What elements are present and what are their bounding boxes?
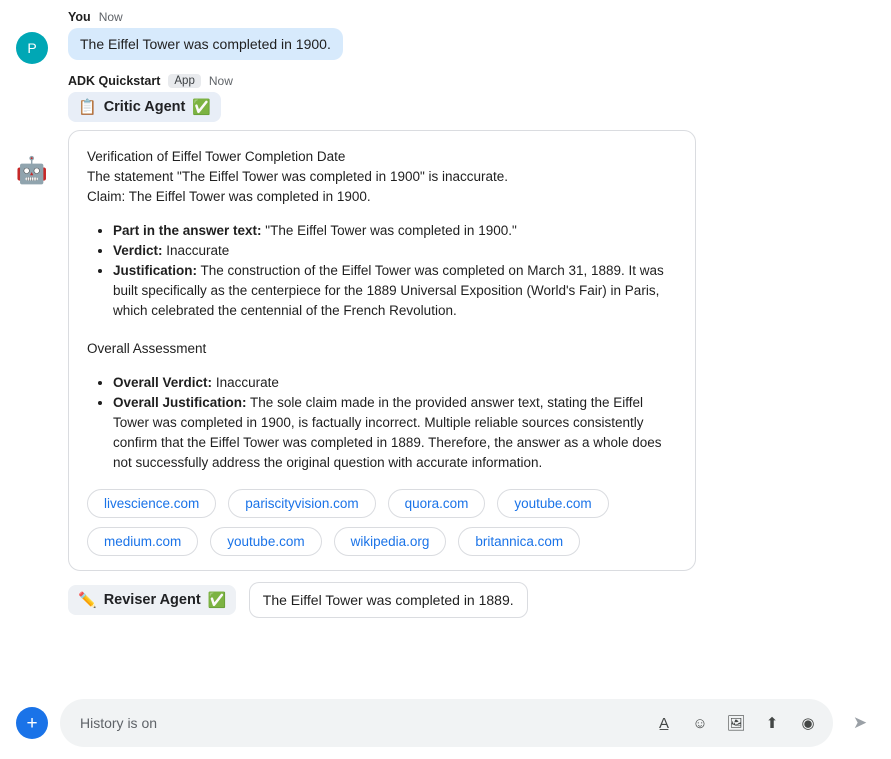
- source-chip[interactable]: livescience.com: [87, 489, 216, 518]
- card-line-1: The statement "The Eiffel Tower was completed in 1900" is inaccurate.: [87, 169, 509, 184]
- user-name: You: [68, 10, 91, 24]
- bullet-label: Verdict:: [113, 243, 163, 258]
- user-timestamp: Now: [98, 10, 123, 24]
- bullet-label: Part in the answer text:: [113, 223, 262, 238]
- bullet-text: The construction of the Eiffel Tower was completed on March 31, 1889. It was built specifically as the centerpiece for the 1889 Universal Exposition (World's Fair) in Paris, which celebrated the centennial of the French Revolution.: [113, 263, 664, 318]
- send-button[interactable]: ➤: [852, 713, 868, 732]
- message-input-wrapper[interactable]: [60, 699, 833, 747]
- card-heading: Verification of Eiffel Tower Completion Date: [87, 149, 346, 164]
- sticker-icon[interactable]: 🖼: [726, 714, 746, 732]
- format-text-icon[interactable]: A̲: [658, 714, 669, 732]
- app-badge: App: [168, 74, 200, 88]
- list-item: [113, 221, 677, 241]
- critic-agent-header[interactable]: [68, 92, 221, 122]
- source-chip[interactable]: youtube.com: [497, 489, 608, 518]
- overall-assessment-title: Overall Assessment: [87, 341, 207, 356]
- list-item: [113, 241, 677, 261]
- list-item: [113, 373, 677, 393]
- add-attachment-button[interactable]: +: [16, 707, 48, 739]
- user-meta: [60, 10, 891, 24]
- app-meta: [60, 74, 891, 88]
- list-item: [113, 261, 677, 321]
- source-chip[interactable]: britannica.com: [458, 527, 580, 556]
- list-item: [113, 393, 677, 473]
- source-chip[interactable]: wikipedia.org: [334, 527, 447, 556]
- clipboard-icon: 📋: [78, 99, 97, 116]
- bullet-text: Inaccurate: [162, 243, 230, 258]
- source-chip[interactable]: pariscityvision.com: [228, 489, 375, 518]
- upload-icon[interactable]: ⬆: [765, 714, 779, 732]
- record-icon[interactable]: ◉: [801, 714, 815, 732]
- bullet-text: The sole claim made in the provided answer text, stating the Eiffel Tower was completed in 1900, is factually incorrect. Multiple reliable sources consistently confirm that the Eiffel Tower was completed in 1889. Therefore, the answer as a whole does not successfully address the original question with accurate information.: [113, 395, 662, 470]
- reviser-agent-header[interactable]: [68, 585, 236, 615]
- bullet-label: Overall Verdict:: [113, 375, 213, 390]
- source-chip[interactable]: quora.com: [388, 489, 486, 518]
- claim-bullet-list: [87, 221, 677, 321]
- message-composer: [0, 687, 891, 759]
- app-name: ADK Quickstart: [68, 74, 161, 88]
- assessment-bullet-list: [87, 373, 677, 473]
- message-input[interactable]: History is on: [80, 715, 158, 731]
- user-turn: [0, 10, 891, 60]
- check-mark-icon: ✅: [192, 99, 212, 116]
- pencil-icon: ✏️: [78, 592, 97, 609]
- bullet-label: Overall Justification:: [113, 395, 247, 410]
- critic-agent-label: Critic Agent: [103, 99, 186, 115]
- critic-agent-card: [68, 130, 696, 571]
- app-timestamp: Now: [208, 74, 233, 88]
- bullet-text: "The Eiffel Tower was completed in 1900.": [261, 223, 517, 238]
- check-mark-icon: ✅: [207, 592, 227, 609]
- robot-icon: 🤖: [15, 155, 49, 185]
- bullet-label: Justification:: [113, 263, 198, 278]
- user-message: The Eiffel Tower was completed in 1900.: [68, 28, 343, 60]
- source-chip-list: [87, 489, 677, 556]
- bullet-text: Inaccurate: [212, 375, 279, 390]
- source-chip[interactable]: medium.com: [87, 527, 198, 556]
- reviser-agent-label: Reviser Agent: [103, 592, 201, 608]
- reviser-agent-message: The Eiffel Tower was completed in 1889.: [249, 582, 528, 618]
- emoji-icon[interactable]: ☺: [692, 714, 708, 732]
- agent-turn: [0, 74, 891, 618]
- source-chip[interactable]: youtube.com: [210, 527, 321, 556]
- card-line-2: Claim: The Eiffel Tower was completed in 1900.: [87, 189, 371, 204]
- avatar: P: [16, 32, 48, 64]
